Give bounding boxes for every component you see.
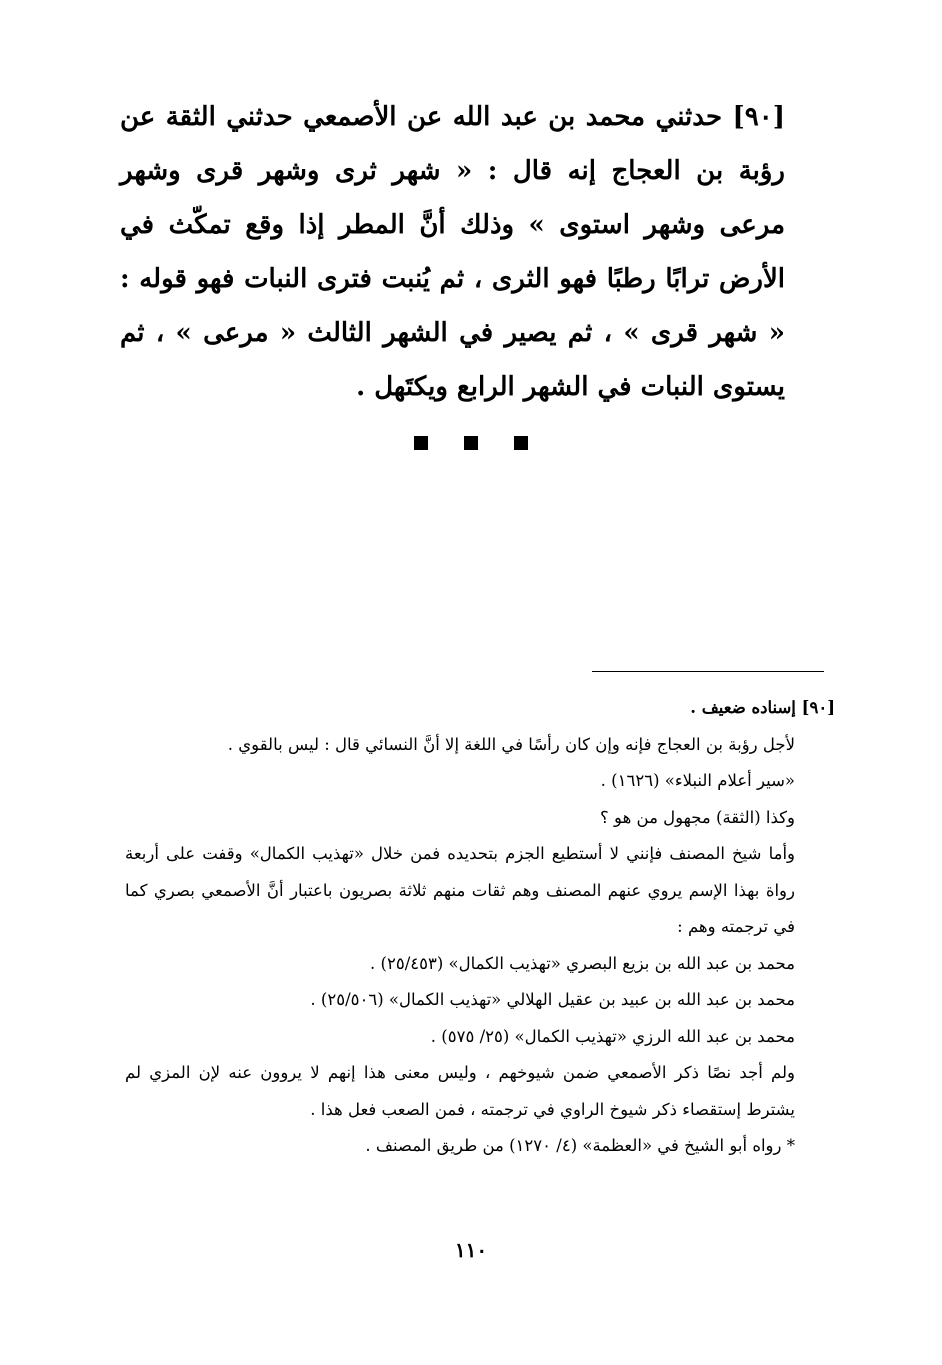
footnote-note: * رواه أبو الشيخ في «العظمة» (٤/ ١٢٧٠) من طريق المصنف .: [365, 1136, 795, 1155]
footnote-narrator: محمد بن عبد الله بن بزيع البصري «تهذيب الكمال» (٢٥/٤٥٣) .: [370, 953, 795, 973]
footnote-narrator: محمد بن عبد الله الرزي «تهذيب الكمال» (٢٥/ ٥٧٥) .: [430, 1026, 795, 1046]
footnote-line: لأجل رؤبة بن العجاج فإنه وإن كان رأسًا في اللغة إلا أنَّ النسائي قال : ليس بالقوي .: [227, 734, 795, 754]
page-number: ١١٠: [454, 1238, 488, 1262]
separator-square-icon: [414, 436, 428, 450]
main-text-block: [120, 90, 785, 414]
footnote-line: وكذا (الثقة) مجهول من هو ؟: [600, 807, 795, 827]
hadith-paragraph: [٩٠] حدثني محمد بن عبد الله عن الأصمعي حدثني الثقة عن رؤبة بن العجاج إنه قال : « شهر ثرى وشهر قرى وشهر مرعى وشهر استوى » وذلك أنَّ المطر إذا وقع تمكّث في الأرض ترابًا رطبًا فهو الثرى ، ثم يُنبت فترى النبات فهو قوله : « شهر قرى » ، ثم يصير في الشهر الثالث « مرعى » ، ثم يستوى النبات في الشهر الرابع ويكتَهل .: [120, 102, 785, 402]
footnote-line: «سير أعلام النبلاء» (١٦٢٦) .: [600, 771, 795, 790]
section-separator: [0, 436, 942, 450]
footnotes-block: [125, 690, 835, 1165]
footnote-heading: [٩٠] إسناده ضعيف .: [690, 698, 835, 717]
footnote-divider: [592, 671, 824, 672]
footnote-paragraph: وأما شيخ المصنف فإنني لا أستطيع الجزم بتحديده فمن خلال «تهذيب الكمال» وقفت على أربعة رواة بهذا الإسم يروي عنهم المصنف وهم ثقات منهم ثلاثة بصريون باعتبار أنَّ الأصمعي بصري كما في ترجمته وهم :: [125, 844, 795, 936]
separator-square-icon: [514, 436, 528, 450]
footnote-narrator: محمد بن عبد الله بن عبيد بن عقيل الهلالي «تهذيب الكمال» (٢٥/٥٠٦) .: [310, 990, 795, 1009]
separator-square-icon: [464, 436, 478, 450]
footnote-paragraph: ولم أجد نصًا ذكر الأصمعي ضمن شيوخهم ، وليس معنى هذا إنهم لا يروون عنه لإن المزي لم يشترط إستقصاء ذكر شيوخ الراوي في ترجمته ، فمن الصعب فعل هذا .: [125, 1063, 795, 1119]
